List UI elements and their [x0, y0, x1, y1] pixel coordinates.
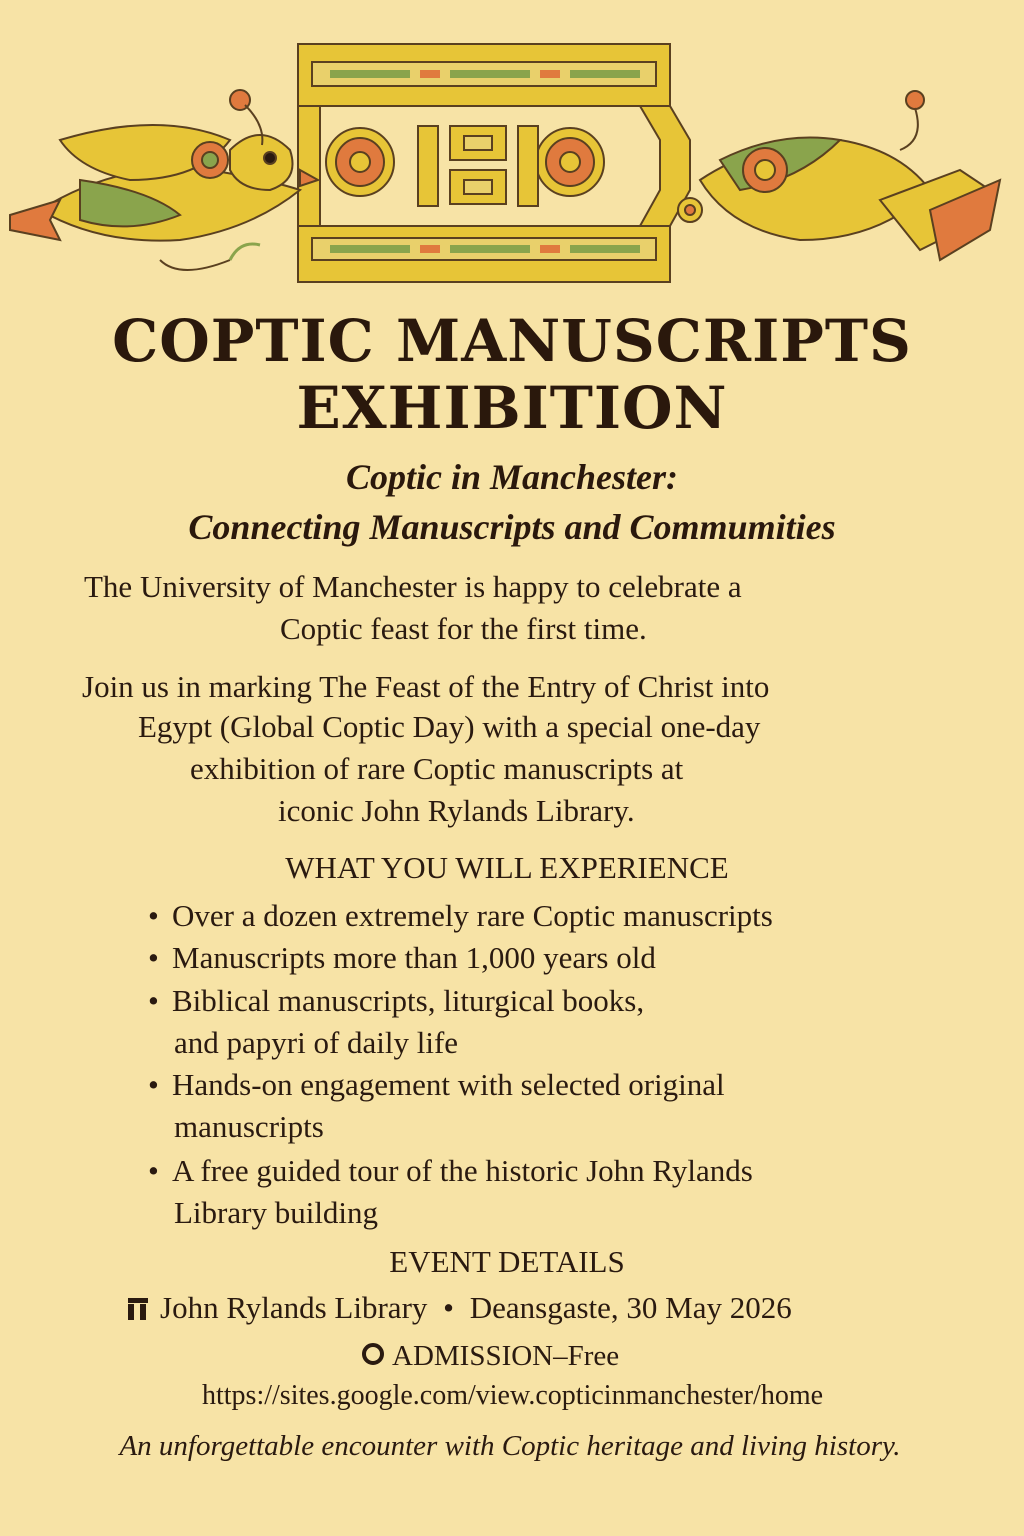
central-glyph-blocks	[418, 126, 538, 206]
list-item-continuation: manuscripts	[174, 1109, 324, 1144]
list-item-text: Manuscripts more than 1,000 years old	[172, 940, 656, 975]
building-icon	[128, 1298, 148, 1320]
exhibition-title-line-1: COPTIC MANUSCRIPTS	[112, 307, 912, 375]
list-item-text: Biblical manuscripts, liturgical books,	[172, 983, 645, 1018]
event-venue-date	[128, 1290, 792, 1326]
event-details-heading: EVENT DETAILS	[389, 1244, 625, 1279]
location-date: Deansgaste, 30 May 2026	[469, 1290, 792, 1325]
bullet-marker: •	[148, 1067, 159, 1102]
join-line-1: Join us in marking The Feast of the Entry of Christ into	[82, 669, 770, 704]
join-line-4: iconic John Rylands Library.	[278, 793, 635, 828]
list-item-text: A free guided tour of the historic John Rylands	[172, 1153, 753, 1188]
join-line-3: exhibition of rare Coptic manuscripts at	[190, 751, 684, 786]
list-item-text: Hands-on engagement with selected original	[172, 1067, 725, 1102]
admission-text: ADMISSION–Free	[392, 1340, 620, 1372]
list-item	[148, 1150, 753, 1192]
circle-icon	[362, 1343, 384, 1365]
list-item-continuation: and papyri of daily life	[174, 1025, 459, 1060]
rosette-right	[536, 128, 604, 196]
event-url-link[interactable]: https://sites.google.com/view.copticinmanchester/home	[202, 1380, 824, 1411]
bullet-marker: •	[148, 983, 159, 1018]
list-item	[148, 980, 644, 1022]
tagline: An unforgettable encounter with Coptic heritage and living history.	[119, 1430, 901, 1462]
intro-line-1: The University of Manchester is happy to celebrate a	[84, 569, 742, 604]
coptic-ornament-illustration	[0, 30, 1024, 290]
bullet-marker: •	[148, 898, 159, 933]
venue-name: John Rylands Library	[160, 1290, 428, 1325]
bullet-marker: •	[148, 940, 159, 975]
list-item	[148, 895, 773, 937]
bullet-marker: •	[148, 1153, 159, 1188]
experience-heading: WHAT YOU WILL EXPERIENCE	[285, 850, 729, 885]
admission-line	[362, 1340, 619, 1373]
intro-line-2: Coptic feast for the first time.	[280, 611, 647, 646]
right-bird-ornament	[678, 91, 1000, 260]
venue-separator: •	[443, 1290, 454, 1325]
subtitle-line-2: Connecting Manuscripts and Commumities	[188, 507, 836, 547]
join-line-2: Egypt (Global Coptic Day) with a special one-day	[138, 709, 761, 744]
list-item-continuation: Library building	[174, 1195, 379, 1230]
exhibition-title-line-2: EXHIBITION	[296, 374, 728, 442]
list-item-text: Over a dozen extremely rare Coptic manuscripts	[172, 898, 773, 933]
list-item	[148, 1064, 725, 1106]
rosette-left	[326, 128, 394, 196]
subtitle-line-1: Coptic in Manchester:	[345, 457, 678, 497]
left-bird-ornament	[10, 90, 318, 270]
list-item	[148, 937, 656, 979]
